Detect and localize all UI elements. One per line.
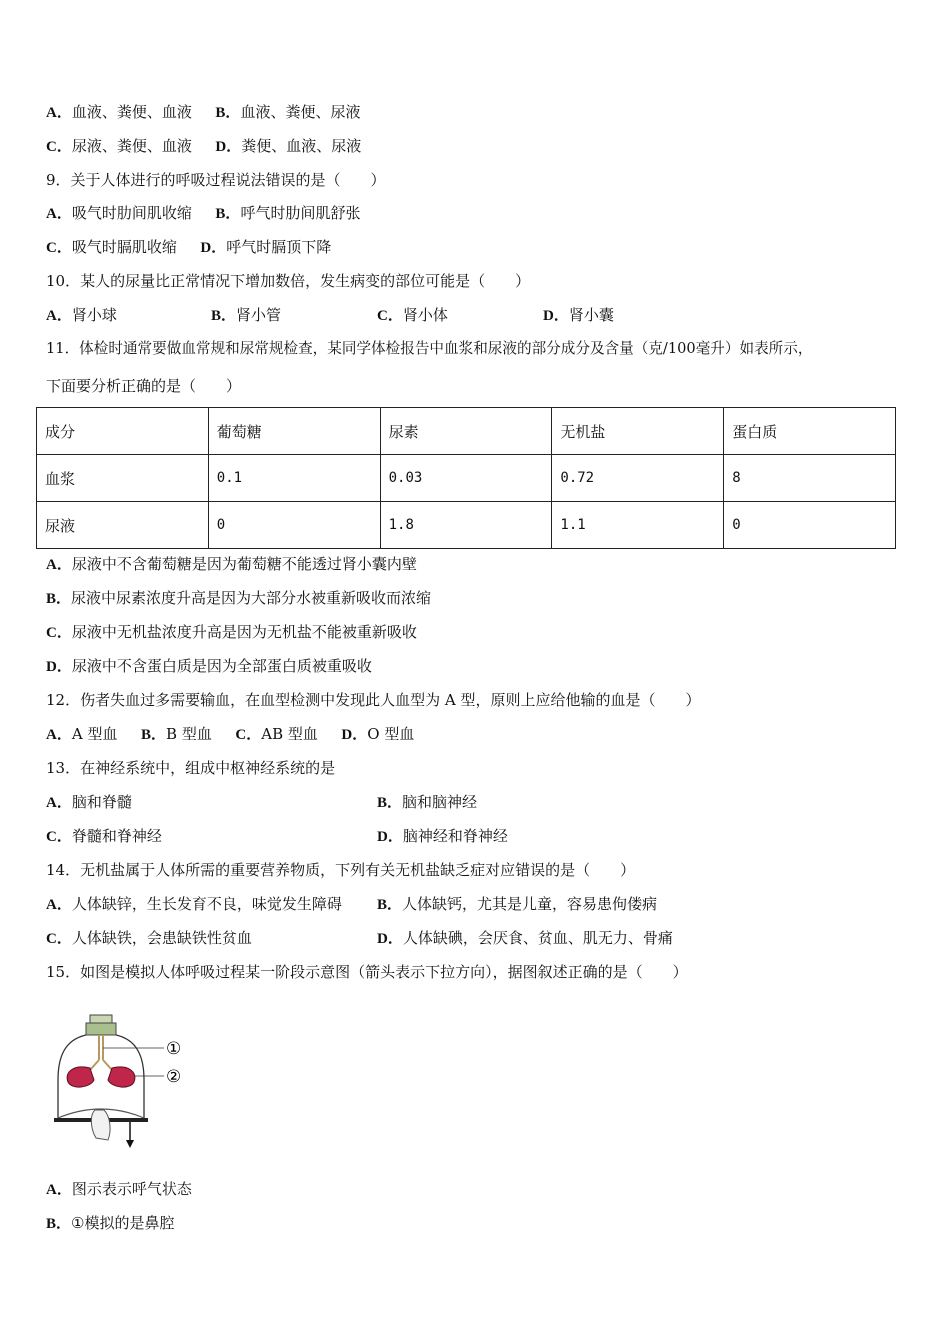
option-c-text: 尿液中无机盐浓度升高是因为无机盐不能被重新吸收: [71, 623, 417, 641]
option-b-text: 脑和脑神经: [402, 793, 478, 811]
stopper-body: [86, 1023, 116, 1035]
q8-options-row2: [46, 136, 361, 157]
option-letter: B．: [215, 105, 241, 121]
table-row: [37, 502, 896, 549]
table-header-cell: 葡萄糖: [208, 408, 380, 455]
table-header-cell: 无机盐: [552, 408, 724, 455]
option-letter: A．: [46, 206, 72, 222]
q9-options-row1: [46, 203, 360, 224]
option-letter: D．: [377, 829, 403, 845]
q11-option-a: [46, 554, 417, 575]
option-d-text: 尿液中不含蛋白质是因为全部蛋白质被重吸收: [71, 657, 372, 675]
label-1: ①: [166, 1039, 182, 1059]
option-letter: B．: [215, 206, 241, 222]
table-cell: 8: [724, 455, 896, 502]
option-letter: B．: [141, 727, 167, 743]
option-a-text: 脑和脊髓: [71, 793, 132, 811]
table-header-cell: 蛋白质: [724, 408, 896, 455]
q14-stem: 14．无机盐属于人体所需的重要营养物质，下列有关无机盐缺乏症对应错误的是（ ）: [46, 861, 636, 879]
option-c-text: AB 型血: [261, 725, 318, 743]
q9-stem: 9．关于人体进行的呼吸过程说法错误的是（ ）: [46, 171, 386, 189]
option-letter: C．: [235, 727, 262, 743]
q10-stem: 10．某人的尿量比正常情况下增加数倍，发生病变的部位可能是（ ）: [46, 272, 531, 290]
table-cell: 0.1: [208, 455, 380, 502]
option-letter: A．: [46, 557, 72, 573]
option-d-text: 人体缺碘，会厌食、贫血、肌无力、骨痛: [402, 929, 673, 947]
option-b-text: 尿液中尿素浓度升高是因为大部分水被重新吸收而浓缩: [71, 589, 432, 607]
option-letter: B．: [46, 591, 72, 607]
q11-stem-line2: 下面要分析正确的是（ ）: [46, 377, 242, 395]
down-arrow-icon: [126, 1140, 134, 1148]
option-a-text: 图示表示呼气状态: [71, 1180, 192, 1198]
option-letter: C．: [46, 829, 72, 845]
option-b-text: ①模拟的是鼻腔: [71, 1214, 175, 1232]
option-c-text: 尿液、粪便、血液: [71, 137, 192, 155]
option-d-text: 呼气时膈顶下降: [226, 238, 332, 256]
table-header-cell: 尿素: [380, 408, 552, 455]
respiration-model-diagram: [50, 1010, 200, 1160]
option-letter: D．: [341, 727, 368, 743]
option-d-text: O 型血: [367, 725, 415, 743]
option-letter: B．: [377, 897, 403, 913]
trachea-tube: [99, 1035, 103, 1060]
q12-options: [46, 724, 414, 745]
bronchi-tubes: [90, 1060, 112, 1070]
q15-stem: 15．如图是模拟人体呼吸过程某一阶段示意图（箭头表示下拉方向），据图叙述正确的是（ ）: [46, 963, 688, 981]
option-b-text: B 型血: [166, 725, 212, 743]
option-a-text: 吸气时肋间肌收缩: [71, 204, 192, 222]
composition-table: [36, 407, 896, 549]
table-cell: 0: [208, 502, 380, 549]
option-letter: C．: [377, 308, 403, 324]
option-letter: C．: [46, 139, 72, 155]
option-d-text: 脑神经和脊神经: [402, 827, 508, 845]
option-letter: D．: [46, 659, 72, 675]
option-c-text: 人体缺铁，会患缺铁性贫血: [71, 929, 252, 947]
table-cell: 血浆: [37, 455, 209, 502]
option-a-text: 人体缺锌，生长发育不良，味觉发生障碍: [71, 895, 342, 913]
table-cell: 0.03: [380, 455, 552, 502]
option-c-text: 脊髓和脊神经: [71, 827, 162, 845]
option-b-text: 呼气时肋间肌舒张: [240, 204, 361, 222]
table-cell: 0.72: [552, 455, 724, 502]
q15-option-a: [46, 1179, 192, 1200]
option-b-text: 人体缺钙，尤其是儿童，容易患佝偻病: [402, 895, 658, 913]
table-cell: 尿液: [37, 502, 209, 549]
option-letter: B．: [211, 308, 237, 324]
option-letter: A．: [46, 795, 72, 811]
option-d-text: 粪便、血液、尿液: [241, 137, 362, 155]
option-letter: A．: [46, 727, 72, 743]
table-header-row: [37, 408, 896, 455]
option-c-text: 肾小体: [402, 306, 448, 324]
q8-options-row1: [46, 102, 360, 123]
label-2: ②: [166, 1067, 182, 1087]
option-letter: C．: [46, 931, 72, 947]
option-letter: B．: [46, 1216, 72, 1232]
q13-stem: 13．在神经系统中，组成中枢神经系统的是: [46, 759, 336, 777]
option-letter: A．: [46, 105, 72, 121]
q15-option-b: [46, 1213, 174, 1234]
table-row: [37, 455, 896, 502]
option-letter: D．: [543, 308, 569, 324]
table-cell: 0: [724, 502, 896, 549]
option-letter: C．: [46, 240, 72, 256]
option-letter: B．: [377, 795, 403, 811]
q11-option-c: [46, 622, 417, 643]
option-letter: A．: [46, 308, 72, 324]
q9-options-row2: [46, 237, 331, 258]
option-a-text: 肾小球: [71, 306, 117, 324]
option-letter: D．: [377, 931, 403, 947]
option-b-text: 肾小管: [236, 306, 282, 324]
table-cell: 1.1: [552, 502, 724, 549]
option-a-text: 血液、粪便、血液: [71, 103, 192, 121]
option-b-text: 血液、粪便、尿液: [240, 103, 361, 121]
q11-stem-line1: 11．体检时通常要做血常规和尿常规检查，某同学体检报告中血浆和尿液的部分成分及含量（克/100毫升）如表所示，: [46, 340, 813, 357]
option-c-text: 吸气时膈肌收缩: [71, 238, 177, 256]
table-cell: 1.8: [380, 502, 552, 549]
option-letter: A．: [46, 897, 72, 913]
right-balloon-lung: [108, 1067, 135, 1087]
q11-option-d: [46, 656, 372, 677]
left-balloon-lung: [67, 1067, 94, 1087]
hand-icon: [91, 1110, 110, 1140]
q12-stem: 12．伤者失血过多需要输血，在血型检测中发现此人血型为 A 型，原则上应给他输的血是（ ）: [46, 691, 701, 709]
stopper-top: [90, 1015, 112, 1023]
option-letter: C．: [46, 625, 72, 641]
table-header-cell: 成分: [37, 408, 209, 455]
option-letter: D．: [200, 240, 227, 256]
option-d-text: 肾小囊: [568, 306, 614, 324]
option-letter: D．: [215, 139, 242, 155]
option-a-text: A 型血: [71, 725, 118, 743]
option-letter: A．: [46, 1182, 72, 1198]
q11-option-b: [46, 588, 431, 609]
option-a-text: 尿液中不含葡萄糖是因为葡萄糖不能透过肾小囊内壁: [71, 555, 417, 573]
